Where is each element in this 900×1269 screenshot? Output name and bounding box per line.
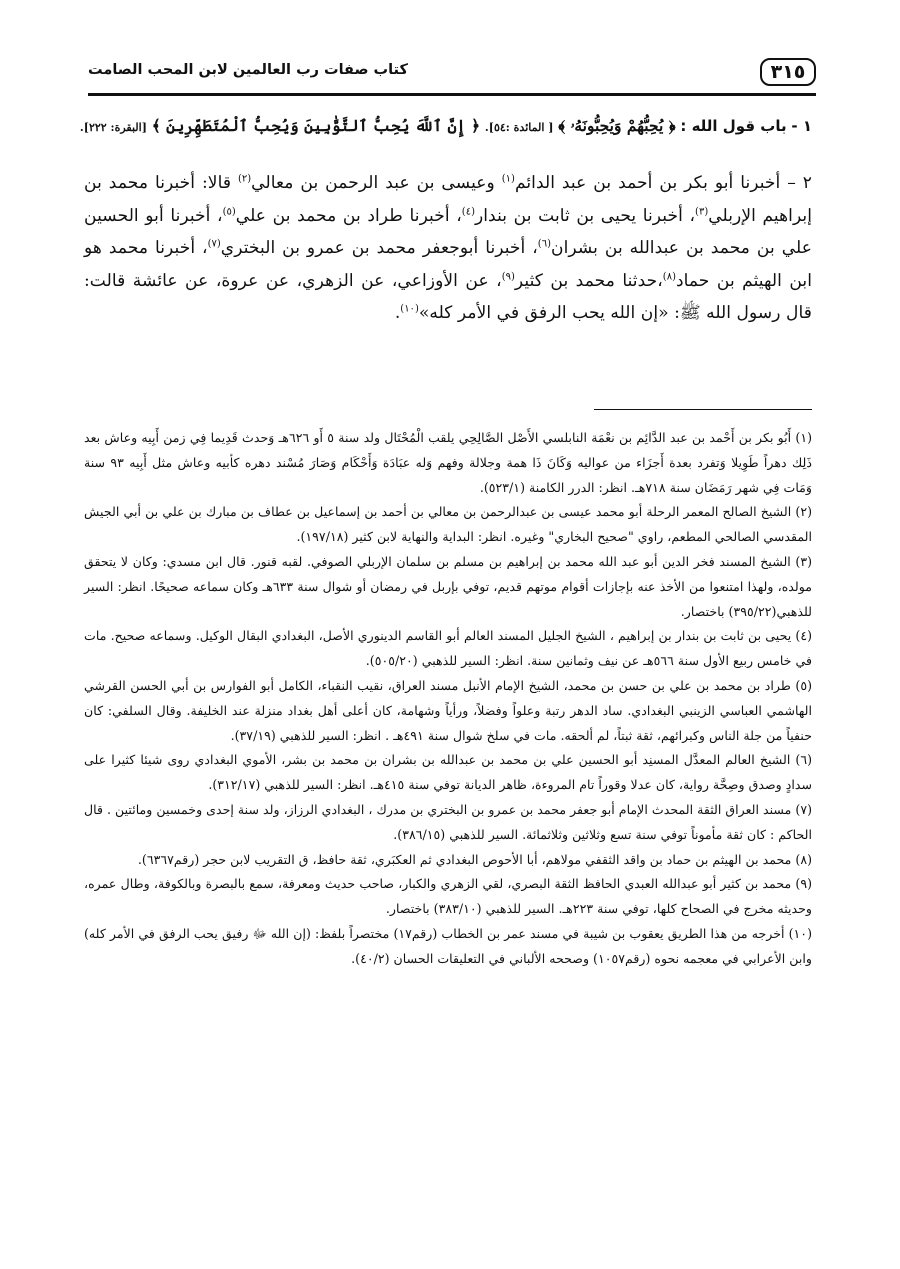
page-number: ٣١٥ bbox=[760, 58, 816, 86]
footnote-5: (٥) طراد بن محمد بن علي بن حسن بن محمد، الشيخ الإمام الأنبل مسند العراق، نقيب النقباء، الكامل أبو الفوارس بن أبي الحسن القرشي الهاشمي العباسي الزينبي البغدادي. ساد الدهر رتبة وعلواً وفضلاً، ورأياً وشهامة، كان أعلى أهل بغداد منزلة عند الخليفة. وقال السلفي: كان حنفياً من جلة الناس وكبرائهم، ثقة ثبتاً، لم ألحقه. مات في سلخ شوال سنة ٤٩١هـ . انظر: السير للذهبي (٣٧/١٩). bbox=[84, 677, 812, 743]
text-run: وعيسى بن عبد الرحمن بن معالي bbox=[251, 173, 502, 194]
text-run: ٢ – أخبرنا أبو بكر بن أحمد بن عبد الدائم bbox=[514, 173, 812, 194]
header-rule bbox=[88, 93, 816, 96]
footnote-6: (٦) الشيخ العالم المعدَّل المسنِد أبو الحسين علي بن محمد بن عبدالله بن بشران بن محمد بن بشر، الأموي البغدادي روى شيئا كثيرا على سدادٍ وصدق وصِحَّة رواية، كان عدلا وقوراً تام المروءة، ظاهر الديانة توفي سنة ٤١٥هـ. انظر: السير للذهبي (٣١٢/١٧). bbox=[84, 752, 812, 793]
footnote-9: (٩) محمد بن كثير أبو عبدالله العبدي الحافظ الثقة البصري، لقي الزهري والكبار، صاحب حديث ومعرفة، سمع بالبصرة وبالكوفة، وطال عمره، وحديثه مخرج في الصحاح كلها، توفي سنة ٢٢٣هـ. السير للذهبي (٣٨٣/١٠) باختصار. bbox=[84, 876, 812, 917]
text-run: ، أخبرنا محمد هو ابن الهيثم بن حماد bbox=[84, 238, 812, 291]
chapter-title: باب قول الله : bbox=[680, 117, 787, 135]
footnote-3: (٣) الشيخ المسند فخر الدين أبو عبد الله محمد بن إبراهيم بن مسلم بن سلمان الإربلي الصوفي. لقبه قنور. قال ابن مسدي: وكان لا يتحقق مولده، ولهذا امتنعوا من الأخذ عنه بإجازات أقوام موتهم قديم، توفي بإربل في رمضان أو شوال سنة ٦٣٣هـ وكان سماعه صحيحًا. انظر: السير للذهبي(٣٩٥/٢٢) باختصار. bbox=[84, 553, 813, 619]
footnote-2: (٢) الشيخ الصالح المعمر الرحلة أبو محمد عيسى بن عبدالرحمن بن معالي بن أحمد بن إسماعيل بن عطاف بن مبارك بن علي بن أبي الجيش المقدسي الصالحي المطعم، راوي "صحيح البخاري" وغيره. انظر: البداية والنهاية لابن كثير (١٩٧/١٨). bbox=[84, 504, 812, 545]
footnote-ref[interactable]: (٦) bbox=[537, 238, 551, 250]
text-run: ، أخبرنا أبو الحسين علي بن محمد بن عبدالله بن بشران bbox=[84, 205, 812, 259]
quran-ref-2: [البقرة: ٢٢٢]. bbox=[79, 121, 147, 134]
text-run: ، أخبرنا يحيى بن ثابت بن بندار bbox=[474, 205, 696, 226]
text-run: ، أخبرنا طراد بن محمد بن علي bbox=[235, 205, 462, 226]
footnote-separator bbox=[594, 409, 812, 410]
footnote-4: (٤) يحيى بن ثابت بن بندار بن إبراهيم ، الشيخ الجليل المسند العالم أبو القاسم الدينوري الأصل، البغدادي البقال الوكيل. وسماعه صحيح. مات في خامس ربيع الأول سنة ٥٦٦هـ عن نيف وثمانين سنة. انظر: السير للذهبي (٥٠٥/٢٠). bbox=[84, 628, 812, 669]
text-run: ، عن الأوزاعي، عن الزهري، عن عروة، عن عائشة قالت: قال رسول الله ﷺ: «إن الله يحب الرفق في الأمر كله» bbox=[84, 270, 812, 324]
chapter-heading bbox=[79, 113, 812, 141]
footnote-ref[interactable]: (٤) bbox=[461, 205, 475, 217]
footnotes bbox=[84, 426, 812, 972]
text-run: قالا: أخبرنا محمد بن إبراهيم الإربلي bbox=[84, 173, 812, 226]
footnote-ref[interactable]: (٢) bbox=[237, 173, 252, 185]
footnote-ref[interactable]: (٣) bbox=[695, 205, 709, 217]
footnote-ref[interactable]: (٧) bbox=[207, 238, 221, 250]
page-header bbox=[88, 58, 816, 90]
footnote-ref[interactable]: (٩) bbox=[501, 270, 515, 282]
book-title: كتاب صفات رب العالمين لابن المحب الصامت bbox=[88, 62, 408, 78]
quran-quote-1: ﴿ يُحِبُّهُمْ وَيُحِبُّونَهُۥ ﴾ bbox=[558, 116, 676, 135]
quran-ref-1: [ المائدة :٥٤]. bbox=[484, 121, 554, 134]
text-run: ،حدثنا محمد بن كثير bbox=[514, 270, 663, 291]
footnote-ref[interactable]: (١) bbox=[501, 173, 515, 185]
footnote-1: (١) أَبُو بكر بن أَحْمد بن عبد الدَّائِم بن نعْمَة النابلسي الأَصْل الصَّالِحِي يلقب الْمُحْتَال ولد سنة ٥ أَو ٦٢٦هـ وَحدث قَدِيما فِي زمن أَبِيه وعاش بعد ذَلِك دهراً طَوِيلا وَتفرد بعدة أَجزَاء من عواليه وَكَانَ ذَا همة وجلالة وفهم وَله عبَادَة وَأَحْكَام وَصَارَ مُسْند دهره كأبيه وعاش مثل أَبِيه ٩٣ سنة وَمَات فِي شهر رَمَضَان سنة ٧١٨هـ. انظر: الدرر الكامنة (٥٢٣/١). bbox=[84, 430, 813, 495]
hadith-paragraph bbox=[84, 167, 812, 330]
chapter-number: ١ - bbox=[791, 117, 812, 135]
footnote-ref[interactable]: (٨) bbox=[662, 270, 676, 282]
text-run: ، أخبرنا أبوجعفر محمد بن عمرو بن البختري bbox=[220, 238, 538, 259]
footnote-ref[interactable]: (٥) bbox=[222, 205, 236, 217]
footnote-ref[interactable]: (١٠) bbox=[400, 303, 419, 315]
text-run: . bbox=[394, 303, 401, 324]
footnote-8: (٨) محمد بن الهيثم بن حماد بن واقد الثقفي مولاهم، أبا الأحوص البغدادي ثم العكبَري، ثقة حافظ، ق التقريب لابن حجر (رقم٦٣٦٧). bbox=[137, 851, 812, 867]
footnote-10: (١٠) أخرجه من هذا الطريق يعقوب بن شيبة في مسند عمر بن الخطاب (رقم١٧) مختصراً بلفظ: (إن الله ﷻ رفيق يحب الرفق في الأمر كله) وابن الأعرابي في معجمه نحوه (رقم١٠٥٧) وصححه الألباني في التعليقات الحسان (٤٠/٢). bbox=[84, 925, 812, 966]
footnote-7: (٧) مسند العراق الثقة المحدث الإمام أبو جعفر محمد بن عمرو بن البختري بن مدرك ، البغدادي الرزاز، ولد سنة إحدى وخمسين ومائتين . قال الحاكم : كان ثقة مأموناً توفي سنة تسع وثلاثين وثلاثمائة. السير للذهبي (٣٨٦/١٥). bbox=[84, 801, 812, 842]
quran-quote-2: ﴿ إِنَّ ٱللَّهَ يُحِبُّ ٱلتَّوَّٰبِينَ وَيُحِبُّ ٱلْمُتَطَهِّرِينَ ﴾ bbox=[151, 116, 481, 135]
